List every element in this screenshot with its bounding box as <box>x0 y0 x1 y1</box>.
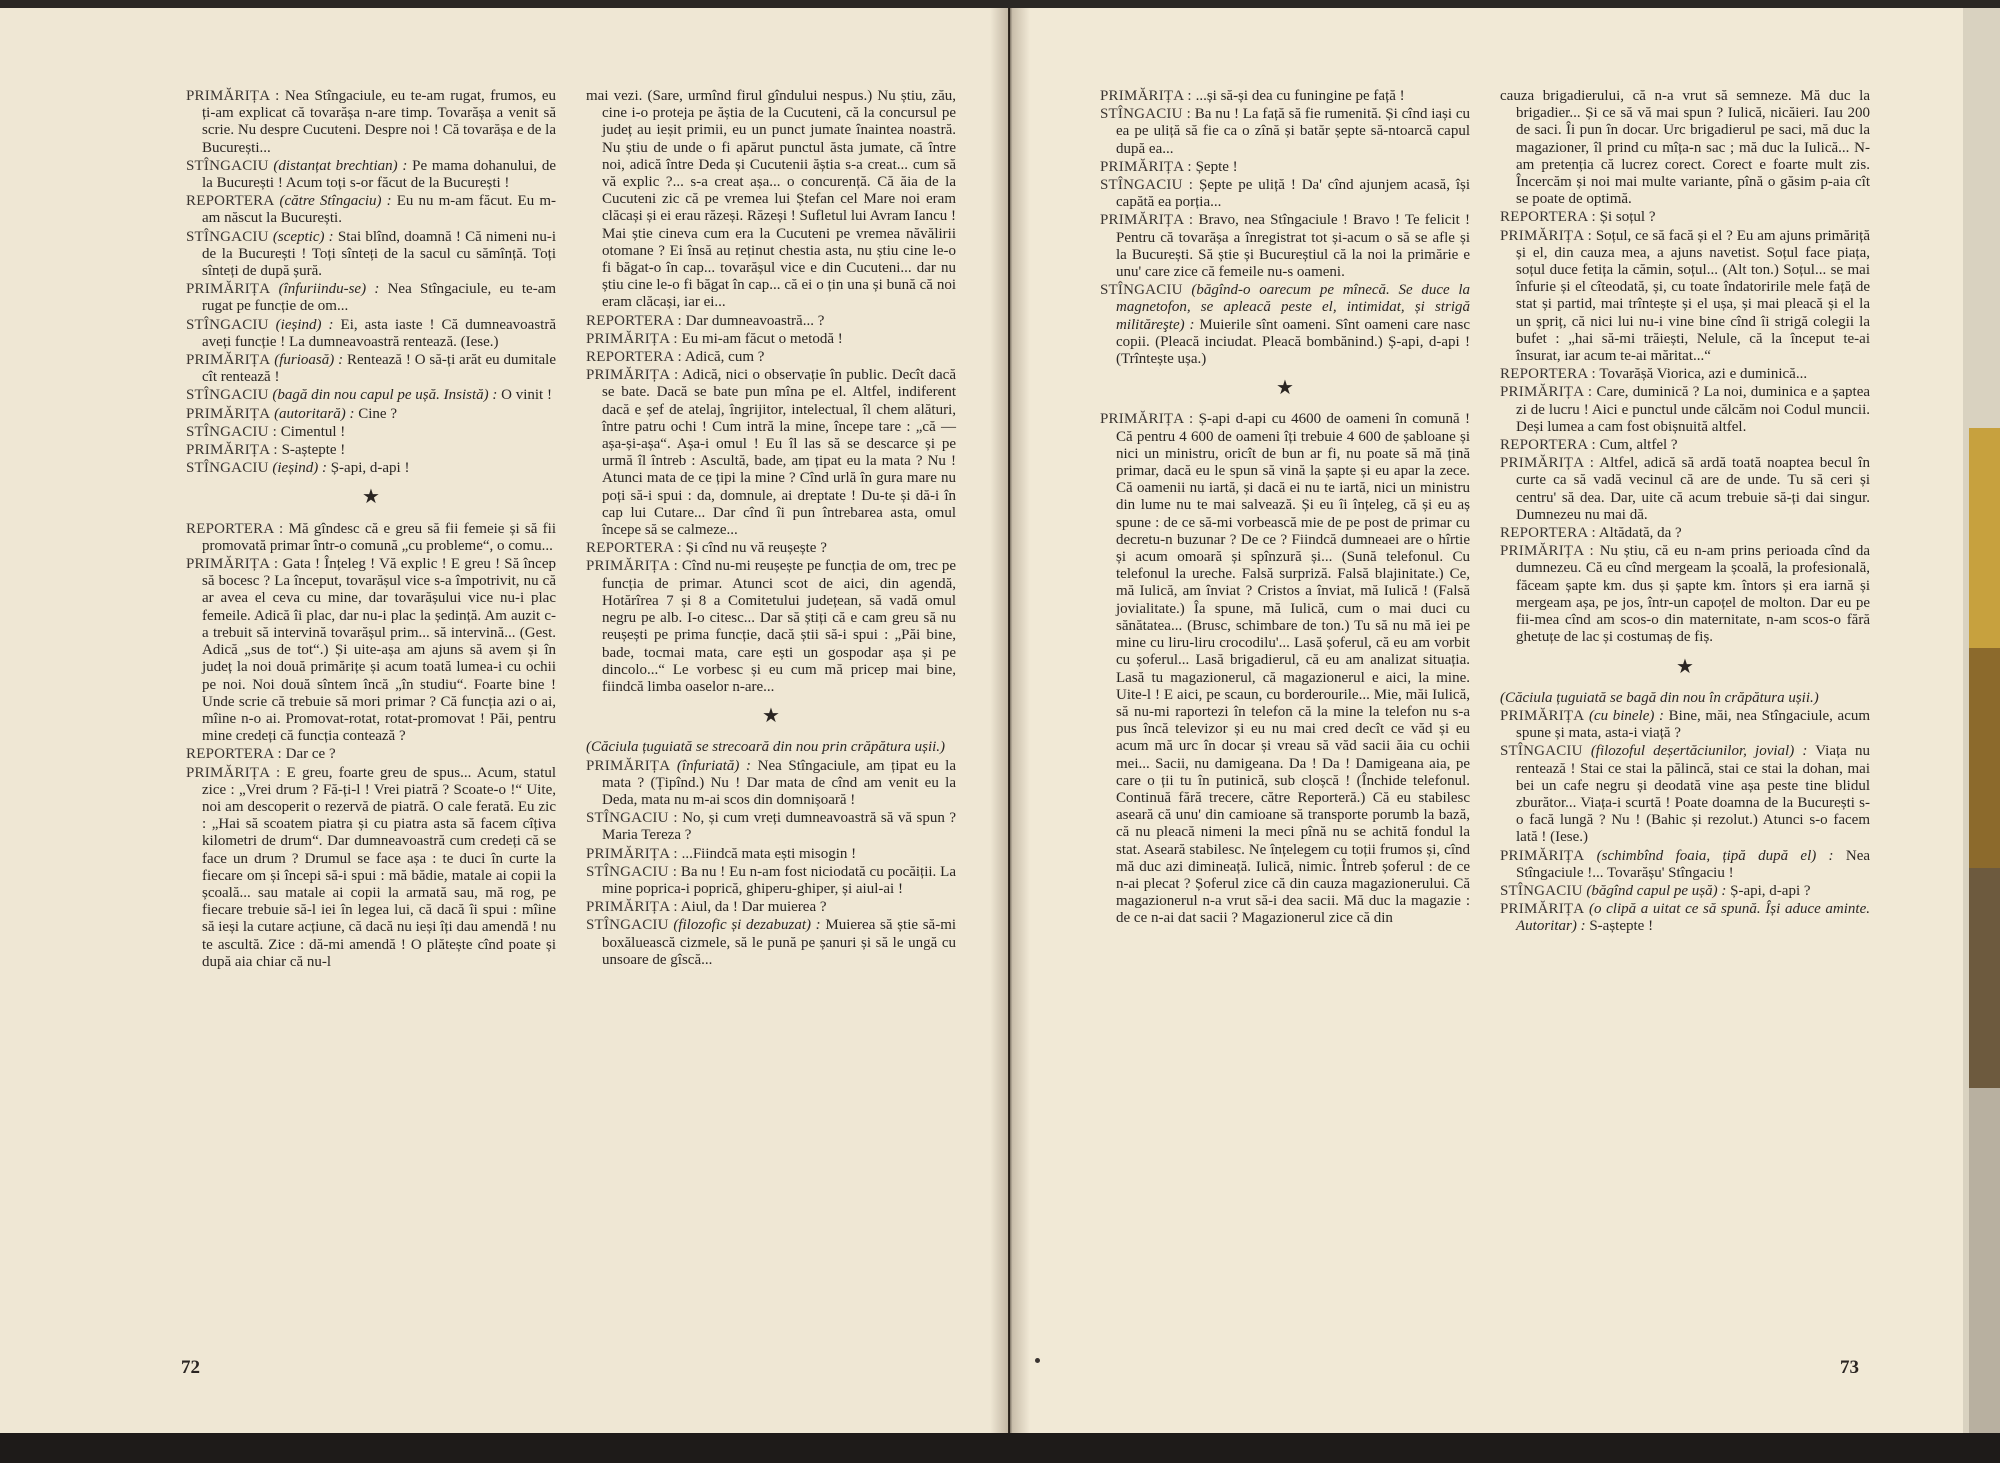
section-star-divider: ★ <box>1676 655 1694 678</box>
dialogue-paragraph <box>586 758 956 810</box>
stage-note: (ieșind) : <box>275 316 334 333</box>
dialogue-paragraph <box>186 158 556 192</box>
speaker-name: PRIMĂRIȚA <box>186 281 271 298</box>
dialogue-text: Cine ? <box>358 405 397 422</box>
edge-band <box>1969 648 2000 868</box>
dialogue-text: Viața nu rentează ! Stai ce stai la pălincă, stai ce stai la dohan, mai bei un cafe negru și deodată vine așa peste tine blidul zburător... Viața-i scurtă ! Poate doamna de la București s-o facă lungă ? Nu ! (Bahic și rezolut.) Atunci s-o facem lată ! (Iese.) <box>1516 743 1870 846</box>
dialogue-text: Stai blînd, doamnă ! Că nimeni nu-i de la București ! Toți sînteți de la sacul cu sămînță. Toți sînteți de după șură. <box>202 228 556 280</box>
page-number-left: 72 <box>181 1357 200 1378</box>
dialogue-paragraph <box>1500 743 1870 846</box>
dialogue-paragraph <box>186 442 556 459</box>
dialogue-paragraph <box>1100 282 1470 368</box>
stage-note: (sceptic) : <box>272 228 334 245</box>
dialogue-text: No, și cum vreți dumneavoastră să vă spun ? Maria Tereza ? <box>602 810 956 844</box>
dialogue-paragraph <box>586 349 956 366</box>
dialogue-text: mai vezi. (Sare, urmînd firul gîndului nespus.) Nu știu, zău, cine i-o proteja pe ăștia de la Cucuteni, că la concursul pe județ au ieșit primii, eu un punct jumate înaintea noastră. Nu știu de unde o fi apărut punctul ăsta jumate, că între noi, adică între Deda și Cucutenii ăștia s-a creat... cum să vă explic ?... s-a creat așa... o concurență. Că ăia de la Cucuteni zic că pe vremea lui Ștefan cel Mare noi eram clăcași și ei erau răzeși. Răzeși ! Sufletul lui Avram Iancu ! Mai știe cineva cum era la Cucuteni pe vremea năvălirii otomane ? Ei însă au reținut chestia asta, nu știu cine le-o fi băgat-o în cap... tovarășul vice e din Cucuteni... dar nu știu cine le-o fi băgat în cap... că ei o țin una și bună că noi eram clăcași, iar ei... <box>586 88 956 311</box>
stage-note: (cu binele) : <box>1588 707 1665 724</box>
speaker-name: PRIMĂRIȚA <box>1500 707 1585 724</box>
dialogue-text: Nea Stîngaciule !... Tovarășu' Stîngaciu ! <box>1516 847 1871 881</box>
dialogue-paragraph <box>586 88 956 312</box>
dialogue-text: Gata ! Înțeleg ! Vă explic ! E greu ! Să încep să bocesc ? La început, tovarășul vice s-a împotrivit, nu că ar avea el ceva cu mine, dar tovarășului vice nu-i plac femeile. Adică îi plac, dar nu-i plac la ședință. Am auzit c-a trebuit să intervină tovarășul prim... să intervină... (Gest. Adică „sus de tot“.) Și uite-așa am ajuns să avem și în județ la noi două primărițe și acum toată lumea-i cu ochii pe noi. Noi două sîntem încă „în studiu“. Foarte bine ! Unde scrie că trebuie să mori primar ? Că funcția azi o ai, mîine n-o ai. Promovat-rotat, rotat-promovat ! Păi, pentru mine credeți că funcția contează ? <box>202 556 556 745</box>
speaker-name: PRIMĂRIȚA : <box>586 845 678 862</box>
speaker-name: PRIMĂRIȚA <box>186 405 271 422</box>
dialogue-text: Nea Stîngaciule, eu te-am rugat, frumos, eu ți-am explicat că tovarășa n-are timp. Tovarășa a venit să scrie. Nu despre Cucuteni. Despre noi ! Că tovarășa e de la București... <box>202 88 556 156</box>
speaker-name: STÎNGACIU <box>186 228 269 245</box>
dialogue-paragraph <box>1100 106 1470 158</box>
dialogue-paragraph <box>586 367 956 539</box>
color-calibration-strip <box>1963 8 2000 1433</box>
dialogue-text: Dar dumneavoastră... ? <box>685 312 825 329</box>
speaker-name: REPORTERA : <box>586 540 682 557</box>
dialogue-text: Bine, măi, nea Stîngaciule, acum spune și mata, asta-i viață ? <box>1516 707 1871 742</box>
speaker-name: REPORTERA : <box>586 349 682 366</box>
dialogue-text: Pe mama dohanului, de la București ! Acum toți s-or făcut de la București ! <box>202 157 556 192</box>
dialogue-text: Și cînd nu vă reușește ? <box>685 540 827 557</box>
dialogue-text: Tovarășă Viorica, azi e duminică... <box>1599 366 1808 383</box>
dialogue-paragraph <box>1500 901 1870 935</box>
speaker-name: STÎNGACIU : <box>1100 106 1191 123</box>
dialogue-text: Adică, cum ? <box>684 349 765 366</box>
dialogue-text: Bravo, nea Stîngaciule ! Bravo ! Te felicit ! Pentru că tovarășa a înregistrat tot și-acum o să se afle și la București. Să știe și Bucureștiul că la noi la primărie e unu' care zice că femeile nu-s oameni. <box>1116 212 1470 281</box>
dialogue-paragraph <box>1500 708 1870 742</box>
dialogue-text: Muierea să știe să-mi boxăluească cizmele, să le pună pe șanuri și să le ungă cu unsoare de gîscă... <box>602 917 957 968</box>
dialogue-text: Muierile sînt oameni. Sînt oameni care nasc copii. (Pleacă inciudat. Pleacă bombănind.) Ș-api, d-api ! (Trîntește ușa.) <box>1116 316 1471 368</box>
dialogue-paragraph <box>586 331 956 348</box>
speaker-name: STÎNGACIU <box>186 316 269 333</box>
dialogue-paragraph <box>186 352 556 386</box>
stage-note: (distanțat brechtian) : <box>273 157 408 174</box>
dialogue-paragraph <box>586 540 956 557</box>
dialogue-text: Și soțul ? <box>1599 209 1656 226</box>
speaker-name: STÎNGACIU <box>186 460 269 477</box>
dialogue-text: Ba nu ! Eu n-am fost niciodată cu pocăiții. La mine poprica-i poprică, ghiperu-ghiper, și aiul-ai ! <box>602 863 956 897</box>
dialogue-paragraph <box>186 521 556 555</box>
speaker-name: REPORTERA : <box>186 520 284 537</box>
speaker-name: PRIMĂRIȚA : <box>1500 384 1593 401</box>
stage-note: (înfuriată) : <box>676 757 752 774</box>
stage-note: (furioasă) : <box>274 352 344 369</box>
speaker-name: REPORTERA : <box>1500 525 1596 542</box>
dialogue-text: Ș-api, d-api ! <box>330 460 410 477</box>
speaker-name: STÎNGACIU <box>186 157 269 174</box>
edge-band <box>1969 1088 2000 1433</box>
speaker-name: PRIMĂRIȚA <box>1500 847 1585 864</box>
speaker-name: REPORTERA : <box>186 746 282 763</box>
dialogue-text: Eu nu m-am făcut. Eu m-am născut la București. <box>202 193 556 227</box>
dialogue-text: Nea Stîngaciule, am țipat eu la mata ? (Țipînd.) Nu ! Dar mata de cînd am venit eu la Deda, mata nu m-ai scos din domnișoară ! <box>602 757 957 808</box>
dialogue-text: Altădată, da ? <box>1598 525 1682 542</box>
speaker-name: PRIMĂRIȚA : <box>1100 411 1194 428</box>
edge-band <box>1969 8 2000 428</box>
speaker-name: REPORTERA : <box>1500 209 1596 226</box>
dialogue-text: Soțul, ce să facă și el ? Eu am ajuns primăriță și el, din cauza mea, a ajuns navetist. Soțul face piața, soțul duce fetița la cămin, soțul... (Alt ton.) Soțul... se mai înfurie și el cîteodată, și, cu toate îndatoririle mele față de stat și partid, mai trîntește și el ușa, și mai pleacă și el la un șpriț, că nici lui nu-i vine bine cînd îi strigă colegii la bufet : „hai să-mi trăiești, Nelule, că la început te-ai însurat, iar acum te-ai măritat...“ <box>1516 227 1870 365</box>
speaker-name: PRIMĂRIȚA : <box>1500 455 1595 472</box>
dialogue-paragraph <box>1500 543 1870 646</box>
speaker-name: PRIMĂRIȚA : <box>186 88 280 104</box>
speaker-name: STÎNGACIU <box>1500 743 1583 760</box>
speaker-name: STÎNGACIU : <box>586 810 678 827</box>
right-page-column-1 <box>1100 88 1470 929</box>
dialogue-paragraph <box>186 229 556 281</box>
dialogue-paragraph <box>586 313 956 330</box>
dialogue-paragraph <box>1500 437 1870 454</box>
dialogue-text: Cînd nu-mi reușește pe funcția de om, trec pe funcția de primar. Atunci scot de aici, din agendă, Hotărîrea 7 și 8 a Comitetului județean, să vadă omul negru pe alb. I-o citesc... Dar să știți că e cam greu să nu reușești pe prima funcție, dacă știi să-i spui : „Păi bine, bade, tocmai mata, care ești un gospodar așa și pe dincolo...“ Le vorbesc și eu cum mă pricep mai bine, fiindcă limba oaselor n-are... <box>602 558 957 695</box>
speaker-name: STÎNGACIU <box>1100 282 1183 299</box>
stage-note: (băgînd-o oarecum pe mînecă. Se duce la magnetofon, se apleacă peste el, intimidat, și strigă milităreşte) : <box>1116 282 1470 333</box>
speaker-name: PRIMĂRIȚA : <box>1500 227 1592 244</box>
edge-band <box>1969 428 2000 648</box>
dialogue-text: Ei, asta iaste ! Că dumneavoastră aveți funcție ! La dumneavoastră rentează. (Iese.) <box>202 316 556 350</box>
dialogue-paragraph <box>186 193 556 227</box>
speaker-name: REPORTERA : <box>1500 366 1596 383</box>
dialogue-text: Adică, nici o observație în public. Decît dacă se bate. Dacă se bate pun mîna pe el. Altfel, indiferent dacă e șef de atelaj, îngrijitor, intelectual, îl chem alături, între patru ochi ! Cum intră la mine, începe tare : „că — așa-și-așa“. Așa-i omul ! Eu îl las să se descarce și pe urmă îl întreb : Ascultă, bade, am țipat eu la mata ? Nu ! Atunci mata de ce țipi la mine ? Cînd urlă în gura mare nu poți să-i spui : da, domnule, ai dreptate ! Du-te și dă-i în cap lui Cutare... Dar cînd îi pun întrebarea asta, omul începe să se calmeze... <box>602 367 956 539</box>
stage-direction: (Căciula țuguiată se strecoară din nou prin crăpătura ușii.) <box>586 739 946 756</box>
dialogue-text: S-aștepte ! <box>1589 918 1654 935</box>
dialogue-paragraph <box>186 281 556 315</box>
left-page <box>0 8 1008 1433</box>
dialogue-paragraph <box>1100 212 1470 281</box>
stage-note: (ieșind) : <box>272 460 327 477</box>
dialogue-text: Altfel, adică să ardă toată noaptea becul în curte ca să vadă vecinul că are de unde. Tu să ceri și centru' să dea. Dar, uite că acum trebuie să-ți dai singur. Dumnezeu nu mai dă. <box>1516 455 1870 523</box>
dialogue-text: Mă gîndesc că e greu să fii femeie și să fii promovată primar într-o comună „cu probleme“, o comu... <box>202 520 557 554</box>
dialogue-paragraph <box>586 810 956 844</box>
dialogue-paragraph <box>186 765 556 971</box>
speaker-name: STÎNGACIU <box>1500 882 1583 899</box>
right-page-column-2 <box>1500 88 1870 937</box>
book-gutter <box>990 8 1030 1433</box>
speaker-name: PRIMĂRIȚA <box>186 352 271 369</box>
speaker-name: PRIMĂRIȚA : <box>186 442 278 459</box>
dialogue-paragraph <box>1500 384 1870 436</box>
dialogue-text: Care, duminică ? La noi, duminica e a șaptea zi de lucru ! Aici e punctul unde călcăm noi Codul muncii. Deși lumea a cam fost obișnuită altfel. <box>1516 384 1871 435</box>
dialogue-text: cauza brigadierului, că n-a vrut să semneze. Mă duc la brigadier... Și ce să vă mai spun ? Iulică, nicăieri. Iau 200 de saci. Îi pun în docar. Urc brigadierul pe saci, mă duc la magazioner, îl prind cu mîța-n sac ; mă duc la Iulică... N-am pretenția că lucrez corect. Corect e foarte mult zis. Încercăm și noi mai multe variante, pînă o găsim p-aia cît se poate de optimă. <box>1500 88 1870 208</box>
dialogue-paragraph <box>1500 525 1870 542</box>
dialogue-paragraph <box>586 864 956 898</box>
speaker-name: PRIMĂRIȚA : <box>186 764 281 781</box>
stage-note: (către Stîngaciu) : <box>279 193 392 210</box>
dialogue-text: Nu știu, că eu n-am prins perioada cînd da dumnezeu. Că eu cînd mergeam la școală, la profesională, făceam șapte km. dus și șapte km. întors și era iarnă și mergeam așa, pe jos, într-un capoțel de molton. Dar eu pe fii-mea cînd am scos-o din maternitate, n-am scos-o fără ghetuțe de lac și costumaș de fiș. <box>1516 543 1870 646</box>
speaker-name: STÎNGACIU : <box>586 863 678 880</box>
dialogue-text: Cimentul ! <box>280 423 346 440</box>
dialogue-text: Șepte ! <box>1195 158 1238 175</box>
dialogue-paragraph <box>1500 88 1870 208</box>
right-page <box>1010 8 1963 1433</box>
dialogue-paragraph <box>186 317 556 351</box>
dialogue-text: Ba nu ! La față să fie rumenită. Și cînd iași cu ea pe uliță să fie ca o zînă și batăr șepte să-ntoarcă capul după ea... <box>1116 106 1470 157</box>
dialogue-text: Cum, altfel ? <box>1599 437 1678 454</box>
left-page-column-1 <box>186 88 556 972</box>
speaker-name: PRIMĂRIȚA : <box>1500 543 1594 560</box>
dialogue-paragraph <box>586 917 956 969</box>
dialogue-text: Aiul, da ! Dar muierea ? <box>680 899 827 916</box>
dialogue-paragraph <box>1100 411 1470 927</box>
dialogue-text: Ș-api, d-api ? <box>1730 882 1811 899</box>
speaker-name: PRIMĂRIȚA : <box>186 556 279 573</box>
dialogue-paragraph <box>186 387 556 404</box>
dialogue-paragraph <box>1500 883 1870 900</box>
edge-band <box>1969 868 2000 1088</box>
stage-note: (o clipă a uitat ce să spună. Își aduce aminte. Autoritar) : <box>1516 901 1870 935</box>
speaker-name: STÎNGACIU <box>186 387 269 404</box>
stage-note: (filozoful deșertăciunilor, jovial) : <box>1590 743 1808 760</box>
dialogue-paragraph <box>1100 177 1470 211</box>
dialogue-paragraph <box>186 406 556 423</box>
dialogue-paragraph <box>1500 209 1870 226</box>
dialogue-paragraph <box>1100 88 1470 105</box>
page-dot-mark <box>1035 1358 1040 1363</box>
speaker-name: PRIMĂRIȚA : <box>586 367 679 384</box>
dialogue-text: Nea Stîngaciule, eu te-am rugat pe funcție de om... <box>202 281 557 315</box>
speaker-name: REPORTERA : <box>586 312 682 329</box>
dialogue-paragraph <box>586 846 956 863</box>
speaker-name: REPORTERA : <box>1500 437 1596 454</box>
speaker-name: STÎNGACIU : <box>1100 177 1194 194</box>
dialogue-text: ...și să-și dea cu funingine pe față ! <box>1195 88 1405 104</box>
speaker-name: STÎNGACIU <box>586 917 669 934</box>
book-cover-edge <box>0 1433 2000 1463</box>
stage-note: (filozofic și dezabuzat) : <box>673 917 821 934</box>
dialogue-text: Dar ce ? <box>285 746 336 763</box>
dialogue-paragraph <box>586 558 956 696</box>
dialogue-paragraph <box>586 899 956 916</box>
stage-note: (înfuriindu-se) : <box>278 281 380 298</box>
dialogue-paragraph <box>186 746 556 763</box>
dialogue-paragraph <box>186 424 556 441</box>
dialogue-paragraph <box>186 88 556 157</box>
section-star-divider: ★ <box>762 705 780 728</box>
dialogue-text: S-aștepte ! <box>281 442 346 459</box>
dialogue-text: O vinit ! <box>501 387 552 404</box>
dialogue-text: Ș-api d-api cu 4600 de oameni în comună ! Că pentru 4 600 de oameni îți trebuie 4 600 de șabloane și nici un ministru, oricît de bun ar fi, nu poate să mă țină primar, dacă eu le spun să vină la șapte și eu apar la zece. Că oamenii nu iartă, și dacă ei nu te iartă, nici un ministru din lume nu te mai salvează. Și eu îi înțeleg, că și eu aș spune : de ce să-mi vorbească mie de pe post de primar cu decretu-n buzunar ? De ce ? Fiindcă dumneaei are o hîrtie și acum omoară și spînzură și... (Sună telefonul. Cu telefonul la ureche. Falsă surpriză. Falsă blajinitate.) Ce, mă Iulică, am înviat ? Cristos a înviat, mă Iulică ! (Falsă jovialitate.) Îa spune, mă Iulică, cum o mai duci cu sănătatea... (Brusc, schimbare de ton.) Tu să nu mă iei pe mine cu liru-liru crocodilu'... Lasă șoferul, că eu am vorbit cu șoferul... Lasă brigadierul, că eu am analizat situația. Lasă tu magazionerul, că magazionerul e aici, la mine. Uite-l ! E aici, pe scaun, cu borderourile... Mie, măi Iulică, să nu-mi raportezi în telefon că la mine la telefon nu s-a pus încă televizor și eu nu mai cred decît ce văd și eu acum mă urc în docar și vreau să văd sacii ăia cu ochii mei... Sacii, nu damigeana. Da ! Da ! Damigeana aia, pe care o ții tu în putinică, sub cloșcă ! (Închide telefonul. Continuă fără trecere, către Reporteră.) Că eu stabilesc aseară că unu' din camioane să transporte porumb la bază, că nu pleacă nimeni la meci pînă nu se achită fondul la stat. Aseară stabilesc. Ne înțelegem cu toții frumos și, cînd mă duc azi dimineață. Iulică, nimic. Întreb șoferul : de ce n-ai plecat ? Șoferul zice că din cauza magazionerului. Că magazionerul n-a vrut să-i dea sacii. Mă duc la magazie : de ce n-ai dat sacii ? Magazionerul zice că din <box>1116 411 1470 927</box>
stage-note: (schimbînd foaia, țipă după el) : <box>1596 847 1834 864</box>
speaker-name: PRIMĂRIȚA <box>1500 901 1585 918</box>
dialogue-paragraph <box>1100 159 1470 176</box>
dialogue-paragraph <box>186 556 556 745</box>
dialogue-paragraph <box>1500 848 1870 882</box>
dialogue-text: Șepte pe uliță ! Da' cînd ajunjem acasă, își capătă ea porția... <box>1116 177 1471 211</box>
speaker-name: PRIMĂRIȚA : <box>586 558 678 575</box>
speaker-name: STÎNGACIU : <box>186 423 277 440</box>
dialogue-text: E greu, foarte greu de spus... Acum, statul zice : „Vrei drum ? Fă-ți-l ! Vrei piatră ? Scoate-o !“ Uite, noi am descoperit o rezervă de piatră. O cale ferată. Eu zic : „Hai să scoatem piatra și cu piatra asta să facem cîțiva kilometri de drum“. Dar dumneavoastră cum credeți că se face un drum ? Drumul se face așa : te duci în curte la fiecare om și începi să-i spui : mă bădie, matale ai copii la școală... sau matale ai copii la armată sau, mă rog, pe fiecare trebuie să-l iei în legea lui, că dacă îi spui : mîine să ieși la cutare acțiune, că dacă nu ieși îți dau amendă ! nu te ascultă. Zice : dă-mi amendă ! O plătește cînd poate și după aia chiar că nu-l <box>202 764 557 970</box>
dialogue-text: Eu mi-am făcut o metodă ! <box>681 330 843 347</box>
dialogue-text: ...Fiindcă mata ești misogin ! <box>681 845 857 862</box>
dialogue-text: Rentează ! O să-ți arăt eu dumitale cît rentează ! <box>202 352 557 386</box>
stage-direction: (Căciula țuguiată se bagă din nou în crăpătura ușii.) <box>1500 689 1819 706</box>
left-page-column-2 <box>586 88 956 970</box>
section-star-divider: ★ <box>362 486 380 509</box>
speaker-name: PRIMĂRIȚA <box>586 757 671 774</box>
stage-note: (bagă din nou capul pe ușă. Insistă) : <box>272 387 498 404</box>
section-star-divider: ★ <box>1276 377 1294 400</box>
dialogue-paragraph <box>1500 228 1870 366</box>
speaker-name: PRIMĂRIȚA : <box>1100 88 1192 104</box>
stage-note: (autoritară) : <box>274 405 355 422</box>
speaker-name: PRIMĂRIȚA : <box>1100 212 1194 229</box>
speaker-name: REPORTERA <box>186 193 275 210</box>
stage-note: (băgînd capul pe ușă) : <box>1586 882 1727 899</box>
dialogue-paragraph <box>186 460 556 477</box>
page-number-right: 73 <box>1840 1357 1859 1378</box>
speaker-name: PRIMĂRIȚA : <box>1100 158 1192 175</box>
speaker-name: PRIMĂRIȚA : <box>586 899 678 916</box>
dialogue-paragraph <box>1500 366 1870 383</box>
dialogue-paragraph <box>1500 455 1870 524</box>
speaker-name: PRIMĂRIȚA : <box>586 330 678 347</box>
